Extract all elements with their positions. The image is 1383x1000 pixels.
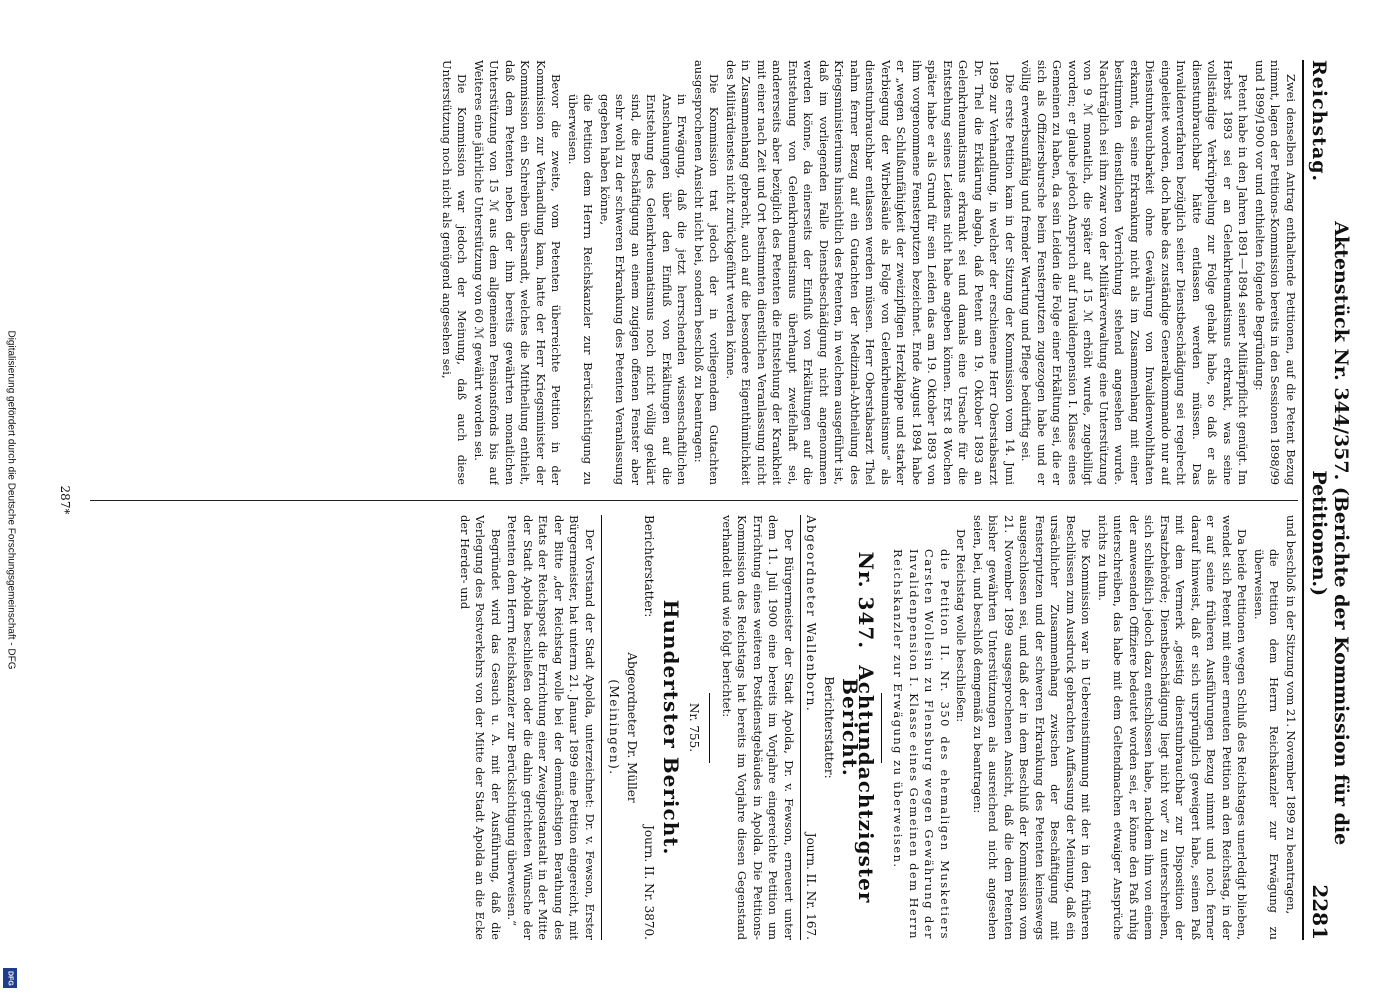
dfg-logo-icon: DFG (3, 968, 17, 988)
right-column (90, 515, 1298, 940)
paragraph: Begründet wird das Gesuch u. A. mit der Ausführung, daß die Verlegung des Postverkehrs von der Mitte der Stadt Apolda an die Ecke der Herder- und (458, 515, 503, 940)
section-title: Hundertster Bericht. (659, 599, 683, 856)
section-separator (881, 693, 882, 763)
journal-number: Journ. II. Nr. 167. (804, 832, 819, 940)
left-column (90, 60, 1298, 485)
page-header (1302, 60, 1352, 940)
paragraph: Die Kommission trat jedoch der in vorliegendem Gutachten ausgesprochenen Ansicht nicht bei, sondern beschloß zu beantragen: (692, 60, 722, 485)
section-heading (838, 515, 878, 940)
paragraph: Petent habe in den Jahren 1891—1894 seiner Militärpflicht genügt. Im Herbst 1893 sei er an Gelenkrheumatismus erkrankt, was seine vollständige Verkrüppelung zur Folge gehabt habe, so daß er als dienstunbrauchbar hätte entlassen werden müssen. Das Invalidenverfahren bezüglich seiner Dienstbeschädigung sei regelrecht eingeleitet worden, doch habe das zuständige Generalkommando nur auf Dienstunbrauchbarkeit ohne Gewährung von Invalidenwohlthaten erkannt, da seine Erkrankung nicht als im Zusammenhang mit einer bestimmten dienstlichen Verrichtung stehend angesehen wurde. Nachträglich sei ihm zwar von der Militärverwaltung eine Unterstützung von 9 ℳ monatlich, die später auf 15 ℳ erhöht wurde, zugebilligt worden; er glaube jedoch Anspruch auf Invalidenpension I. Klasse eines Gemeinen zu haben, da sein Leiden die Folge einer Erkältung sei, die er sich als Offiziersbursche beim Fensterputzen zugezogen habe und er völlig erwerbsunfähig und fremder Wartung und Pflege bedürftig sei. (1019, 60, 1251, 485)
meta-rule (601, 515, 602, 940)
section-meta (641, 515, 657, 940)
paragraph: Der Reichstag wolle beschließen: (954, 529, 969, 723)
motion-paragraph: die Petition dem Herrn Reichskanzler zur Berücksichtigung zu überweisen. (566, 94, 596, 485)
paragraph: und beschloß in der Sitzung vom 21. November 1899 zu beantragen, (1284, 515, 1298, 915)
section-number: Nr. 347. (854, 551, 878, 650)
meta-rule (800, 515, 801, 940)
digitization-credit: Digitalisierung gefördert durch die Deutsche Forschungsgemeinschaft - DFG (5, 330, 17, 670)
report-number: Nr. 755. (687, 702, 702, 753)
page-number: 2281 (1308, 884, 1332, 940)
reporter-name: Abgeordneter Wallenborn. (804, 515, 819, 713)
paragraph: Die Kommission war in Uebereinstimmung mit der in den früheren Beschlüssen zum Ausdruck gebrachten Auffassung der Meinung, daß ein ursächlicher Zusammenhang zwischen der Beschäftigung mit Fensterputzen und der schweren Erkrankung des Petenten keineswegs ausgeschlossen sei, und daß der in dem Beschluß der Kommission vom 21. November 1899 ausgesprochenen Ansicht, daß die dem Petenten bisher gewährten Unterstützungen als ausreichend nicht angesehen seien, bei, und beschloß demgemäß zu beantragen: (971, 515, 1094, 940)
journal-number: Journ. II. Nr. 3870. (642, 825, 657, 940)
paragraph: Der Bürgermeister der Stadt Apolda, Dr. v. Fewson, erneuert unter dem 11. Juli 1900 eine bereits im Vorjahre eingereichte Petition um Errichtung eines weiteren Postdienstgebäudes in Apolda. Die Petitions-Kommission des Reichstags hat bereits im Vorjahre diesen Gegenstand verhandelt und wie folgt berichtet: (720, 515, 796, 940)
digitization-sidebar (0, 0, 22, 1000)
motion-paragraph: in Erwägung, daß die jetzt herrschenden wissenschaftlichen Anschauungen über den Einfluß von Erkältungen auf die Entstehung des Gelenkrheumatismus noch nicht völlig geklärt sind, die Beschäftigung an einem zugigen offenen Fenster aber sehr wohl zu der schweren Erkrankung des Petenten Veranlassung gegeben haben könne, (598, 94, 690, 485)
section-heading (659, 515, 683, 940)
section-title: Achtundachtzigster Bericht. (838, 665, 878, 904)
motion-paragraph: die Petition dem Herrn Reichskanzler zur Erwägung zu überweisen. (1252, 549, 1282, 940)
paragraph: Zwei denselben Antrag enthaltende Petitionen, auf die Petent Bezug nimmt, lagen der Petitions-Kommission bereits in den Sessionen 1898/99 und 1899/1900 vor und enthielten folgende Begründung: (1253, 60, 1298, 485)
column-divider (90, 500, 1298, 501)
signature-mark: 287* (58, 485, 72, 515)
section-separator (710, 693, 711, 763)
paragraph: Der Vorstand der Stadt Apolda, unterzeichnet: Dr. v. Fewson, Erster Bürgermeister, hat unterm 21. Januar 1899 eine Petition eingereicht, mit der Bitte „der Reichstag wolle bei der demnächstigen Berathung des Etats der Reichspost die Errichtung einer Zweigpostanstalt in der Mitte der Stadt Apolda beschließen oder die dahin gerichteten Wünsche der Petenten dem Herrn Reichskanzler zur Berücksichtigung überweisen.“ (505, 515, 597, 940)
paragraph: Bevor die zweite, vom Petenten überreichte Petition in der Kommission zur Verhandlung kam, hatte der Herr Kriegsminister der Kommission ein Schreiben übersandt, welches die Mittheilung enthielt, daß dem Petenten neben der ihm bereits gewährten monatlichen Unterstützung von 15 ℳ aus dem allgemeinen Pensionsfonds bis auf Weiteres eine jährliche Unterstützung von 60 ℳ gewährt worden sei. (472, 60, 564, 485)
section-meta (803, 515, 819, 940)
reporter-name: Abgeordneter Dr. Müller (625, 652, 639, 803)
paragraph: Da beide Petitionen wegen Schluß des Reichstages unerledigt blieben, wendet sich Petent mit einer erneuten Petition an den Reichstag, in der er auf seine früheren Ausführungen Bezug nimmt und noch ferner darauf hinweist, daß er sich ursprünglich geweigert habe, seinen Paß mit dem Vermerk „geistig dienstunbrauchbar zur Disposition der Ersatzbehörde; Dienstbeschädigung liegt nicht vor“ zu unterschreiben, sich schließlich jedoch dazu entschlossen habe, nachdem ihm von einem der anwesenden Offiziere bedeutet worden sei, er könne den Paß ruhig unterschreiben, das habe mit dem Geltendmachen etwaiger Ansprüche nichts zu thun. (1096, 515, 1250, 940)
header-left: Reichstag. (1308, 60, 1330, 183)
motion-paragraph: die Petition II. Nr. 350 des ehemaligen Musketiers Carsten Wollesin zu Flensburg wegen Gewährung der Invalidenpension I. Klasse eines Gemeinen dem Herrn Reichskanzler zur Erwägung zu überweisen. (891, 549, 952, 940)
reporter-label: Berichterstatter: (822, 676, 836, 779)
paragraph: Die Kommission war jedoch der Meinung, daß auch diese Unterstützung noch nicht als genügend angesehen sei, (440, 60, 470, 485)
paragraph: Die erste Petition kam in der Sitzung der Kommission vom 14. Juni 1899 zur Verhandlung, in welcher der erschienene Herr Oberstabsarzt Dr. Thel die Erklärung abgab, daß Petent am 19. Oktober 1893 an Gelenkrheumatismus erkrankt sei und damals eine Ursache für die Entstehung seines Leidens nicht habe angeben können. Erst 8 Wochen später habe er als Grund für sein Leiden das am 19. Oktober 1893 von ihm vorgenommene Fensterputzen bezeichnet. Ende August 1894 habe er „wegen Schlußunfähigkeit der zweizipfligen Herzklappe und starker Verbiegung der Wirbelsäule als Folge von Gelenkrheumatismus“ als dienstunbrauchbar entlassen werden müssen. Herr Oberstabsarzt Thel nahm ferner Bezug auf ein Gutachten der Medizinal-Abtheilung des Kriegsministeriums hinsichtlich des Petenten, in welchem ausgeführt ist, daß im vorliegenden Falle Dienstbeschädigung nicht angenommen werden könne, da einerseits der Einfluß von Erkältungen auf die Entstehung von Gelenkrheumatismus überhaupt zweifelhaft sei, andererseits aber bezüglich des Petenten die Entstehung der Krankheit mit einer nach Zeit und Ort bestimmten dienstlichen Veranlassung nicht in Zusammenhang gebracht, auch auf die besondere Eigenthümlichkeit des Militärdienstes nicht zurückgeführt werden könne. (724, 60, 1017, 485)
scanned-page (30, 0, 1370, 1000)
reporter-label: Berichterstatter: (642, 515, 657, 618)
rotated-page-content (50, 20, 1350, 980)
reporter-place: (Meiningen). (607, 679, 622, 776)
header-title: Aktenstück Nr. 344/357. (Berichte der Kommission für die Petitionen.) (1308, 221, 1352, 846)
